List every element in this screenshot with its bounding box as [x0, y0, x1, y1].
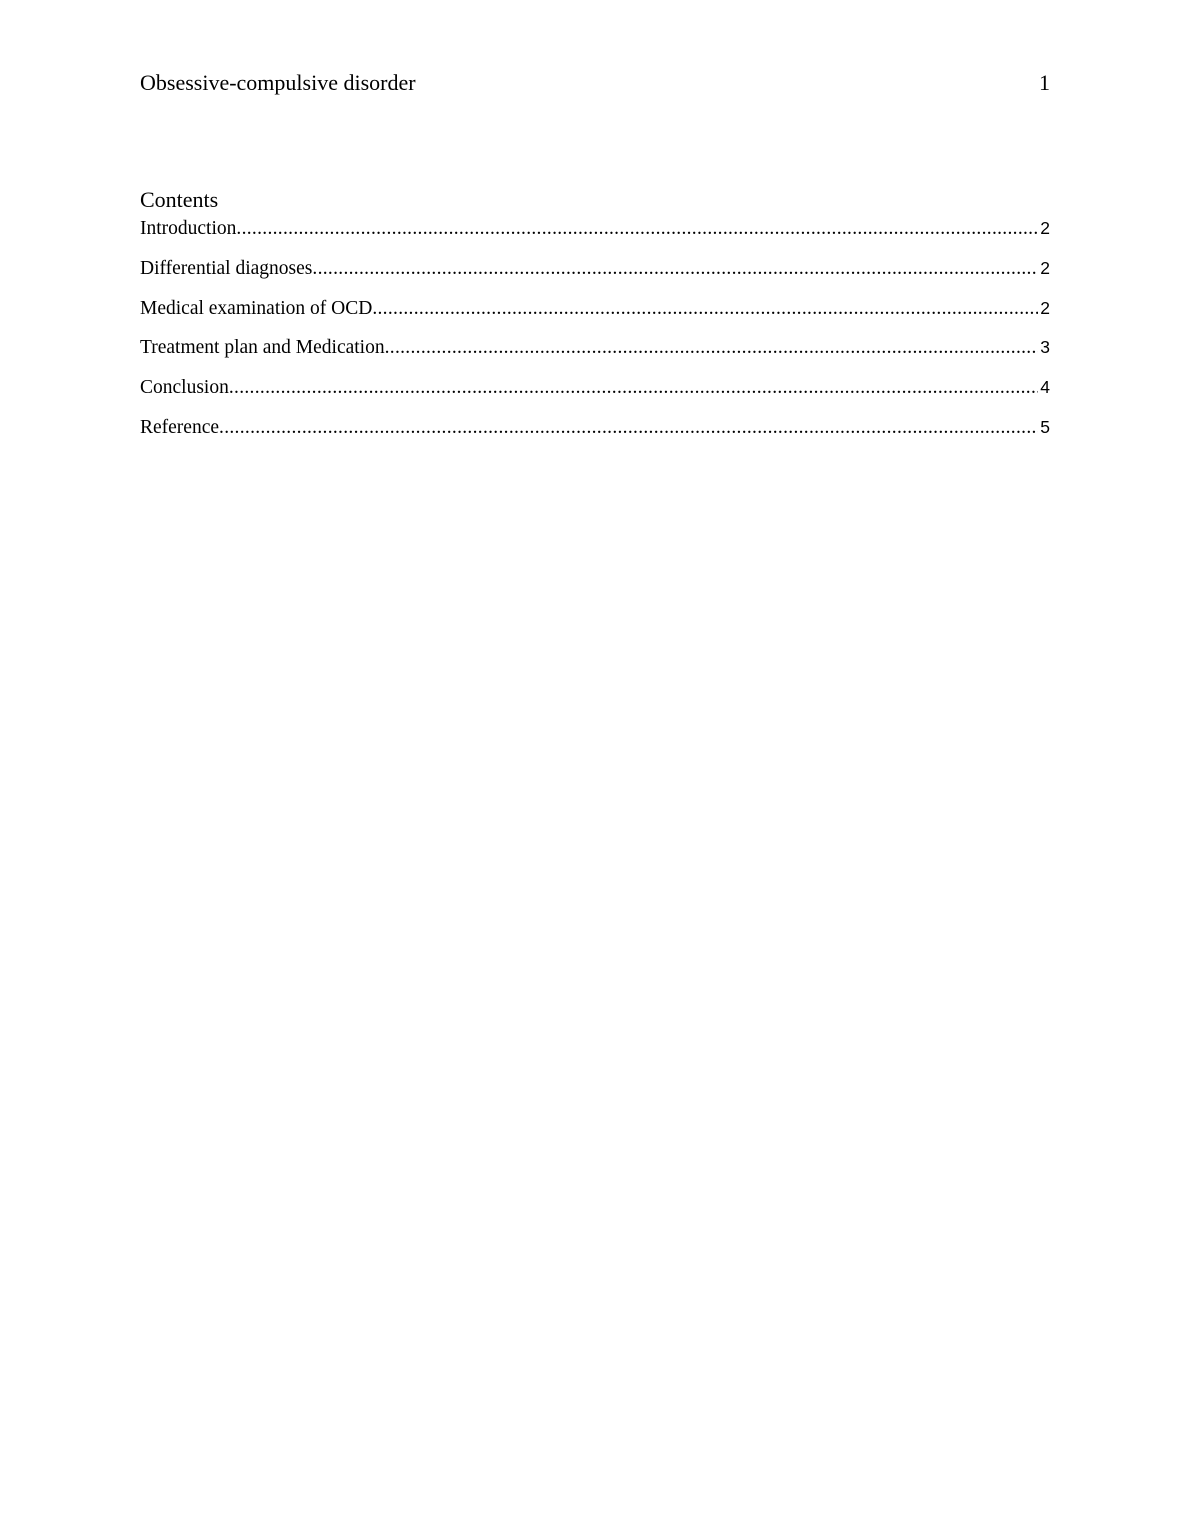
toc-dot-leader [236, 218, 1038, 240]
toc-entry-page: 5 [1040, 416, 1050, 437]
toc-entry-conclusion[interactable] [140, 377, 1050, 417]
toc-entry-page: 2 [1040, 297, 1050, 318]
toc-entry-differential-diagnoses[interactable] [140, 258, 1050, 298]
toc-dot-leader [312, 258, 1038, 280]
toc-entry-title: Conclusion [140, 377, 229, 399]
toc-entry-title: Medical examination of OCD [140, 297, 373, 319]
toc-dot-leader [372, 298, 1038, 320]
toc-entry-title: Differential diagnoses [140, 257, 313, 279]
toc-entry-page: 4 [1040, 377, 1050, 398]
page-header [140, 70, 1050, 100]
toc-entry-medical-examination[interactable] [140, 298, 1050, 338]
toc-entry-title: Introduction [140, 218, 237, 239]
running-head-title: Obsessive-compulsive disorder [140, 70, 416, 95]
toc-entry-page: 2 [1040, 257, 1050, 278]
toc-heading: Contents [140, 187, 219, 212]
toc-entry-title: Reference [140, 416, 220, 438]
toc-entry-page: 3 [1040, 337, 1050, 358]
toc-entry-treatment-plan[interactable] [140, 337, 1050, 377]
toc-entry-reference[interactable] [140, 417, 1050, 457]
table-of-contents [140, 218, 1050, 457]
toc-dot-leader [219, 417, 1038, 439]
toc-entry-introduction[interactable] [140, 218, 1050, 258]
toc-dot-leader [229, 377, 1038, 399]
toc-entry-page: 2 [1040, 218, 1050, 238]
toc-entry-title: Treatment plan and Medication [140, 337, 385, 359]
toc-dot-leader [385, 337, 1039, 359]
header-page-number: 1 [1039, 70, 1050, 95]
